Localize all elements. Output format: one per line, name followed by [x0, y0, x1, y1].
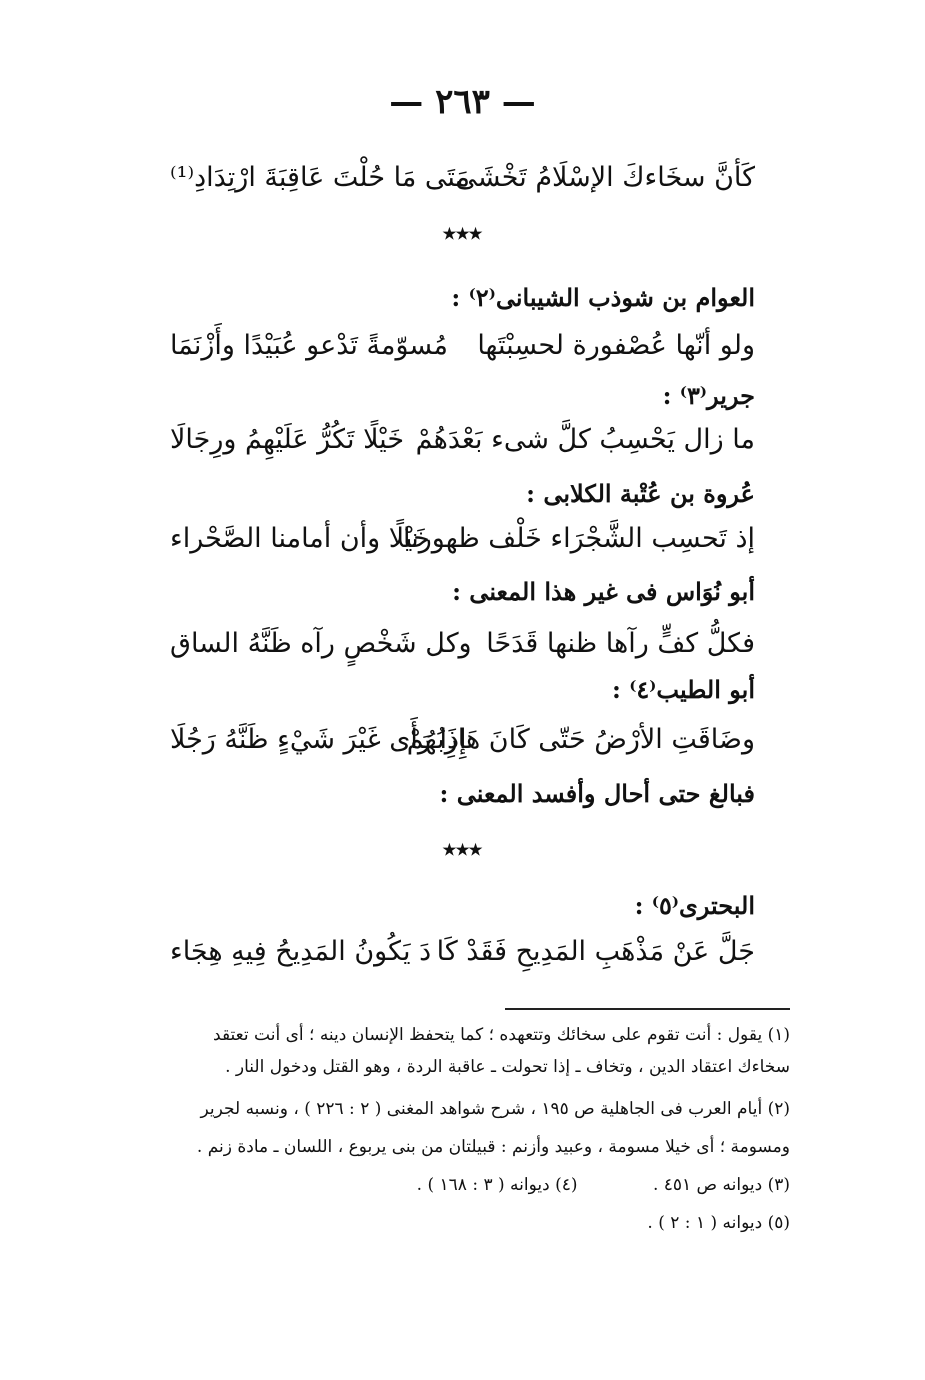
verse-line	[170, 932, 755, 972]
verse-line	[170, 720, 755, 760]
verse-first-hemistich: ما زال يَحْسِبُ كلَّ شىء بَعْدَهُمْ	[415, 424, 755, 455]
footnote-line: (٢) أيام العرب فى الجاهلية ص ١٩٥ ، شرح شواهد المغنى ( ٢ : ٢٢٦ ) ، ونسبه لجرير	[200, 1099, 790, 1119]
verse-first-hemistich: جَلَّ عَنْ مَذْهَبِ المَدِيحِ فَقَدْ كَا	[436, 936, 755, 967]
section-separator: ٭٭٭	[442, 834, 483, 863]
verse-line	[170, 519, 755, 559]
verse-first-hemistich: ولو أنّها عُصْفورة لحسِبْتَها	[477, 330, 755, 361]
verse-line	[170, 420, 755, 460]
footnote-item: (٤) ديوانه ( ٣ : ١٦٨ ) .	[416, 1175, 578, 1195]
poet-attribution: العوام بن شوذب الشيبانى⁽٢⁾ :	[451, 283, 755, 312]
verse-first-hemistich: فكلُّ كفٍّ رآها ظنها قَدَحًا	[486, 628, 755, 659]
verse-second-hemistich: مُسوّمةً تَدْعو عُبَيْدًا وأَزْنَمَا	[170, 330, 448, 361]
page-number: — ٢٦٣ —	[389, 82, 536, 122]
footnote-line: (٥) ديوانه ( ١ : ٢ ) .	[647, 1213, 790, 1233]
footnote-line	[135, 1172, 790, 1198]
poet-attribution: جرير⁽٣⁾ :	[662, 381, 755, 410]
footnote-divider	[505, 1008, 790, 1010]
footnote-line: (١) يقول : أنت تقوم على سخائك وتتعهده ؛ كما يتحفظ الإنسان دينه ؛ أى أنت تعتقد	[213, 1025, 790, 1045]
poet-attribution: عُروة بن عُتْبة الكلابى :	[526, 479, 755, 508]
verse-second-hemistich: مَتَى مَا حُلْتَ عَاقِبَةَ ارْتِدَادِ⁽¹⁾	[170, 162, 470, 193]
verse-line	[170, 158, 755, 198]
verse-first-hemistich: وضَاقَتِ الأرْضُ حَتّى كَانَ هَارِبُهُمْ	[406, 724, 755, 755]
verse-second-hemistich: وكل شَخْصٍ رآه ظَنَّهُ الساق	[170, 628, 472, 659]
verse-second-hemistich: خَيْلًا تَكُرُّ عَلَيْهِمُ ورِجَالَا	[170, 424, 405, 455]
verse-first-hemistich: إذ تَحسِب الشَّجْرَاء خَلْف ظهورنا	[403, 523, 755, 554]
poet-attribution: أبو نُوَاس فى غير هذا المعنى :	[452, 577, 755, 606]
verse-second-hemistich: خَيْلًا وأن أمامنا الصَّحْراء	[170, 523, 430, 554]
footnote-line: ومسومة ؛ أى خيلا مسومة ، وعبيد وأزنم : قبيلتان من بنى يربوع ، اللسان ـ مادة زنم .	[196, 1137, 790, 1157]
verse-line	[170, 624, 755, 664]
verse-second-hemistich: دَ يَكُونُ المَدِيحُ فِيهِ هِجَاء	[170, 936, 432, 967]
footnote-line: سخاءك اعتقاد الدين ، وتخاف ـ إذا تحولت ـ عاقبة الردة ، وهو القتل ودخول النار .	[225, 1057, 790, 1077]
poet-attribution: أبو الطيب⁽٤⁾ :	[612, 675, 755, 704]
verse-first-hemistich: كَأنَّ سخَاءكَ الإسْلَامُ تَخْشَى	[455, 162, 755, 193]
section-separator: ٭٭٭	[442, 218, 483, 247]
poet-attribution: البحترى⁽٥⁾ :	[634, 891, 755, 920]
verse-line	[170, 326, 755, 366]
commentary-line: فبالغ حتى أحال وأفسد المعنى :	[439, 779, 755, 808]
verse-second-hemistich: إِذَا رَأَى غَيْرَ شَيْءٍ ظَنَّهُ رَجُلَا	[170, 724, 467, 755]
footnote-item: (٣) ديوانه ص ٤٥١ .	[652, 1175, 790, 1195]
